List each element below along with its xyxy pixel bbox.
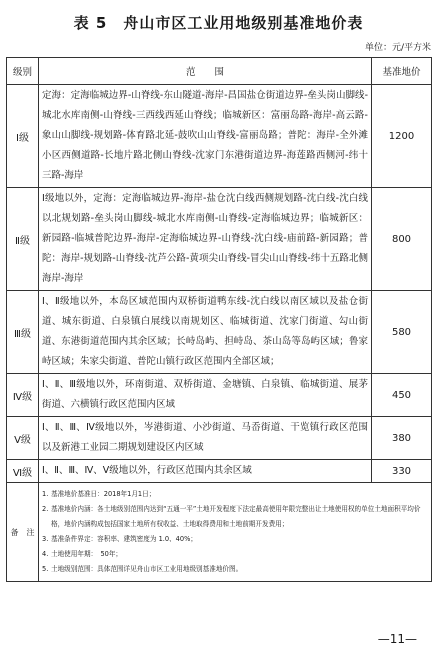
table-row-grade-4 (7, 374, 432, 417)
note-number: 4. (42, 550, 49, 558)
header-grade: 级别 (7, 58, 39, 85)
unit-label: 单位：元/平方米 (364, 43, 431, 53)
note-item (42, 532, 428, 547)
price-cell: 330 (372, 460, 432, 483)
range-cell: Ⅰ级地以外，定海：定海临城边界-海岸-盐仓沈白线西侧规划路-沈白线-沈白线以北规划路-垒头岗山脚线-城北水库南侧-山脊线-定海临城边界；临城新区：新园路-临城普陀边界-海岸-定海临城边界-山脊线-沈白线-庙前路-新园路；普陀：海岸-规划路-山脊线-沈芦公路-黄项尖山脊线-冒尖山山脊线-纬十五路北侧海岸-海岸 (39, 188, 372, 291)
price-cell: 450 (372, 374, 432, 417)
range-cell: Ⅰ、Ⅱ、Ⅲ、Ⅳ、Ⅴ级地以外，行政区范围内其余区域 (39, 460, 372, 483)
notes-row (7, 483, 432, 582)
grade-cell: Ⅴ级 (7, 417, 39, 460)
range-cell: 定海：定海临城边界-山脊线-东山隧道-海岸-昌国盐仓街道边界-垒头岗山脚线-城北水库南侧-山脊线-三西线西延山脊线；临城新区：富丽岛路-海岸-高云路-象山山脚线-规划路-体育路北延-鼓吹山山脊线-富丽岛路；普陀：海岸-全外滩小区西侧道路-长地片路北侧山脊线-沈家门东港街道边界-海莲路西侧河-纬十三路-海岸 (39, 85, 372, 188)
table-row-grade-3 (7, 291, 432, 374)
table-title: 表 5 舟山市区工业用地级别基准地价表 (73, 14, 364, 32)
page-number: —11— (377, 632, 417, 646)
grade-cell: Ⅳ级 (7, 374, 39, 417)
grade-cell: Ⅲ级 (7, 291, 39, 374)
land-price-table (6, 57, 432, 582)
notes-label: 备 注 (7, 483, 39, 582)
note-item (42, 487, 428, 502)
range-cell: Ⅰ、Ⅱ、Ⅲ、Ⅳ级地以外，岑港街道、小沙街道、马岙街道、干览镇行政区范围以及新港工业园二期规划建设区内区域 (39, 417, 372, 460)
grade-cell: Ⅱ级 (7, 188, 39, 291)
notes-cell (39, 483, 432, 582)
note-item (42, 562, 428, 577)
note-text: 基准条件界定：容积率、建筑密度为 1.0、40%； (51, 535, 197, 543)
price-cell: 800 (372, 188, 432, 291)
price-cell: 1200 (372, 85, 432, 188)
range-cell: Ⅰ、Ⅱ、Ⅲ级地以外，环南街道、双桥街道、金塘镇、白泉镇、临城街道、展茅街道、六横镇行政区范围内区域 (39, 374, 372, 417)
table-header-row (7, 58, 432, 85)
grade-cell: Ⅰ级 (7, 85, 39, 188)
price-cell: 580 (372, 291, 432, 374)
table-row-grade-5 (7, 417, 432, 460)
table-row-grade-6 (7, 460, 432, 483)
note-number: 3. (42, 535, 49, 543)
header-range: 范 围 (39, 58, 372, 85)
note-item (42, 502, 428, 532)
note-text: 基准地价内涵：各土地级别范围内达到“五通一平”土地开发程度下法定最高使用年限完整出让土地使用权的单位土地面积平均价格，地价内涵构成包括国家土地所有权收益、土地取得费用和土地前期开发费用； (51, 505, 421, 528)
table-row-grade-2 (7, 188, 432, 291)
note-number: 2. (42, 505, 49, 513)
note-text: 基准地价基准日：2018年1月1日； (51, 490, 156, 498)
note-number: 1. (42, 490, 49, 498)
note-number: 5. (42, 565, 49, 573)
note-text: 土地级别范围：具体范围详见舟山市区工业用地级别基准地价图。 (51, 565, 243, 573)
header-price: 基准地价 (372, 58, 432, 85)
range-cell: Ⅰ、Ⅱ级地以外，本岛区域范围内双桥街道鸭东线-沈白线以南区域以及盐仓街道、城东街道、白泉镇白展线以南规划区、临城街道、沈家门街道、勾山街道、东港街道范围内其余区域；长峙岛屿、担峙岛、茶山岛等岛屿区域；鲁家峙区域；朱家尖街道、普陀山镇行政区范围内全部区域； (39, 291, 372, 374)
note-text: 土地使用年期： 50年； (51, 550, 123, 558)
grade-cell: Ⅵ级 (7, 460, 39, 483)
note-item (42, 547, 428, 562)
price-cell: 380 (372, 417, 432, 460)
table-row-grade-1 (7, 85, 432, 188)
